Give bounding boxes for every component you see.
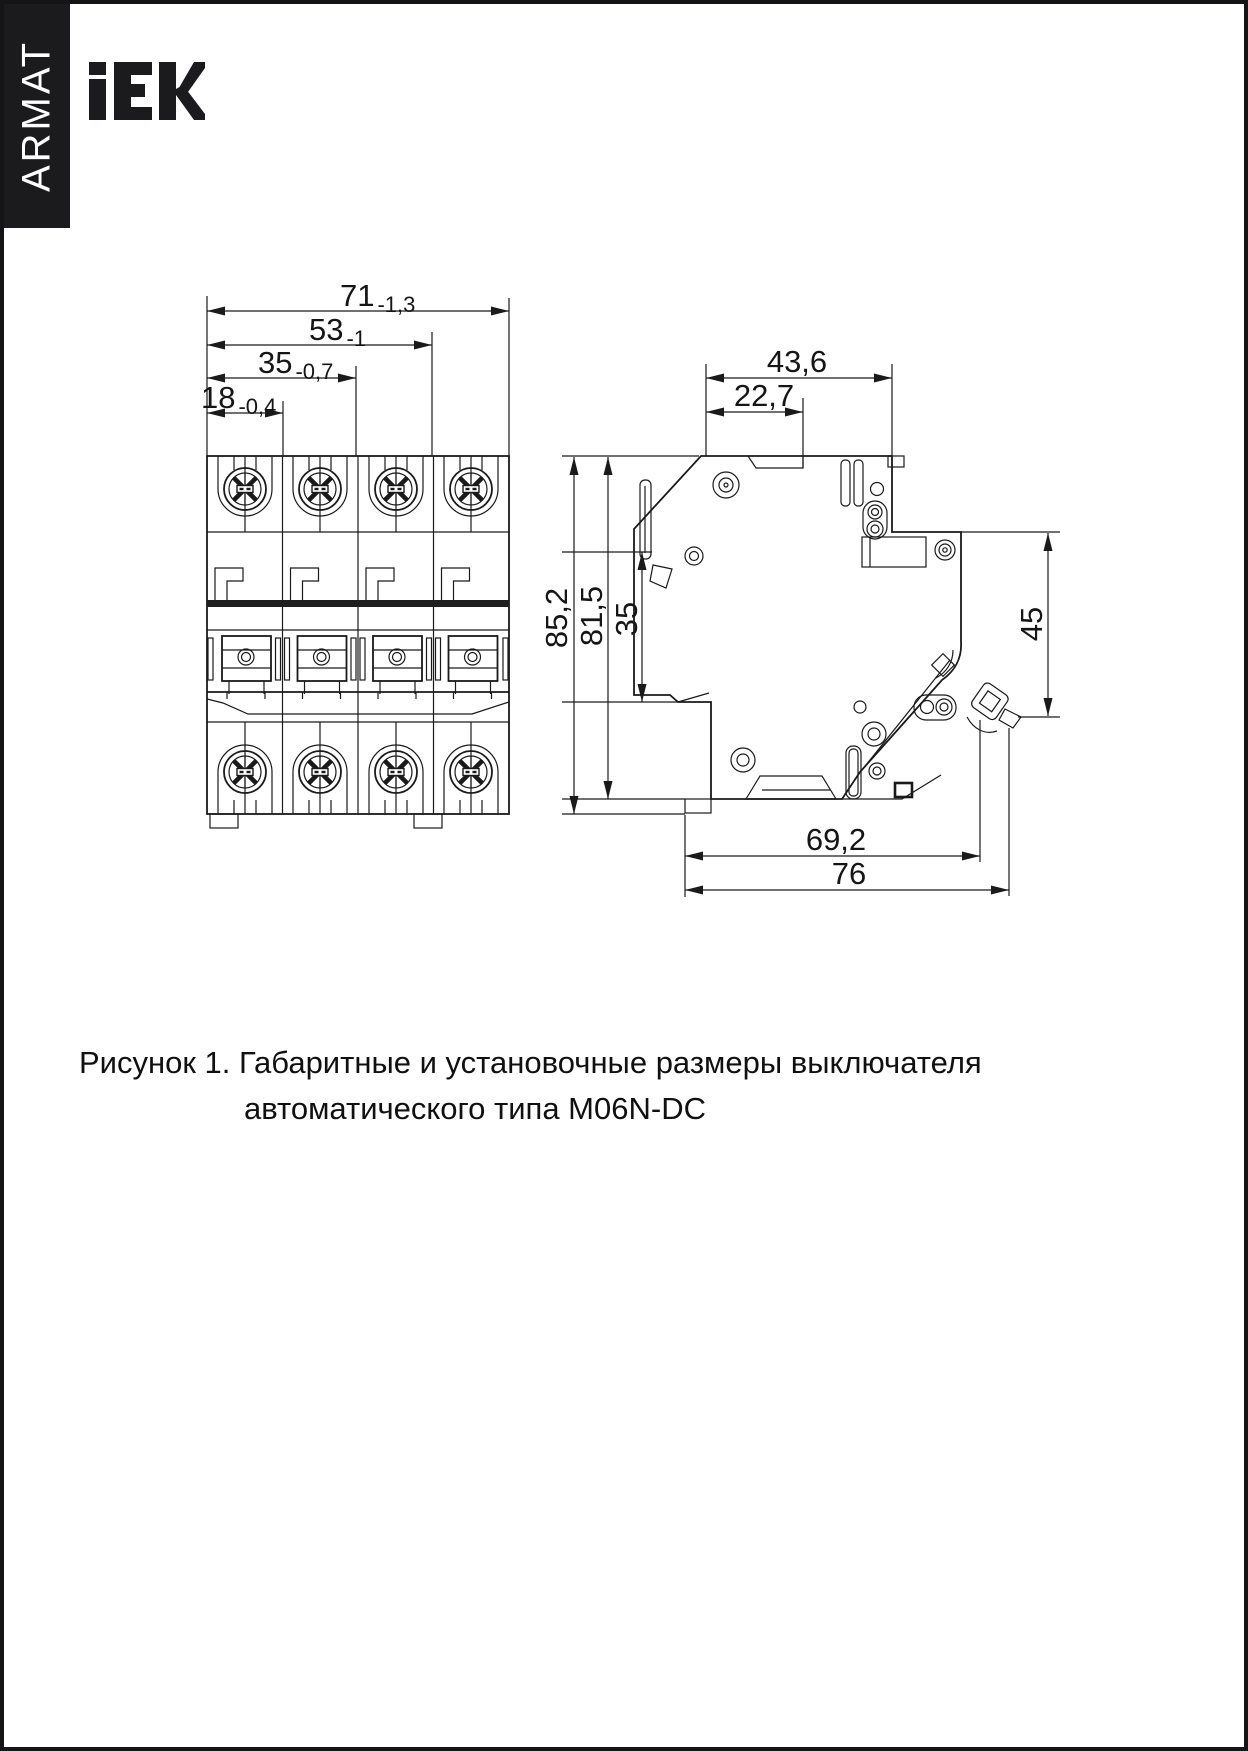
dim-depth-top-outer: 43,6 xyxy=(766,344,828,379)
din-latch-tail xyxy=(999,709,1021,728)
terminal-screw xyxy=(450,468,492,510)
lock-plate xyxy=(862,537,926,567)
front-view-drawing xyxy=(201,278,509,828)
side-view-dimensions-left xyxy=(539,456,699,814)
terminal-screw xyxy=(450,751,492,793)
breaker-side-body xyxy=(634,456,1021,813)
pole-tab xyxy=(366,568,394,601)
side-view-drawing xyxy=(539,344,1060,897)
dim-depth-top-inner: 22,7 xyxy=(733,378,795,413)
rivet xyxy=(713,472,739,498)
rail-clip-slot xyxy=(841,460,850,506)
indicator-window xyxy=(373,636,422,694)
mounting-foot xyxy=(685,799,711,813)
dim-rail-clip: 45 xyxy=(1014,606,1049,642)
terminal-screw xyxy=(375,468,417,510)
front-view-dimensions xyxy=(201,278,509,456)
terminal-screw xyxy=(299,751,341,793)
dim-width-53: 53 -1 xyxy=(309,312,367,351)
terminal-screw xyxy=(224,468,266,510)
indicator-window xyxy=(222,636,271,694)
mounting-foot xyxy=(210,814,238,828)
indicator-window xyxy=(449,636,498,694)
pole-tab xyxy=(442,568,470,601)
side-view-dimensions-top xyxy=(706,344,892,468)
figure-1-drawings xyxy=(4,4,1248,964)
dim-height-overall: 85,2 xyxy=(539,587,574,649)
mounting-foot xyxy=(414,814,442,828)
pole-tab xyxy=(215,568,243,601)
din-latch-screw xyxy=(970,681,1010,721)
dim-front-channel: 35 xyxy=(609,601,644,637)
dim-width-71: 71 -1,3 xyxy=(340,278,416,317)
dim-height-body: 81,5 xyxy=(574,585,609,647)
pole-tab xyxy=(291,568,319,601)
side-view-dimensions-right xyxy=(961,532,1060,717)
rivet xyxy=(862,722,886,746)
rail-clip-slot xyxy=(854,460,863,506)
caption-line-2: автоматического типа M06N-DC xyxy=(244,1091,706,1126)
bottom-boss xyxy=(746,776,836,799)
breaker-front-body xyxy=(207,456,509,828)
dim-depth-overall: 76 xyxy=(831,856,867,891)
dim-depth-inner: 69,2 xyxy=(805,822,867,857)
dim-width-18: 18 -0,4 xyxy=(201,380,277,419)
terminal-screw xyxy=(375,751,417,793)
terminal-screw xyxy=(224,751,266,793)
armat-label: ARMAT xyxy=(14,39,59,193)
caption-line-1: Рисунок 1. Габаритные и установочные размеры выключателя xyxy=(79,1045,982,1080)
figure-caption xyxy=(79,1040,982,1132)
rivet xyxy=(731,748,755,772)
latch-pivot xyxy=(685,547,703,565)
handle-band xyxy=(207,600,509,607)
side-view-dimensions-bottom xyxy=(685,720,1009,897)
dim-width-35: 35 -0,7 xyxy=(258,345,334,384)
terminal-screw xyxy=(299,468,341,510)
indicator-window xyxy=(298,636,347,694)
